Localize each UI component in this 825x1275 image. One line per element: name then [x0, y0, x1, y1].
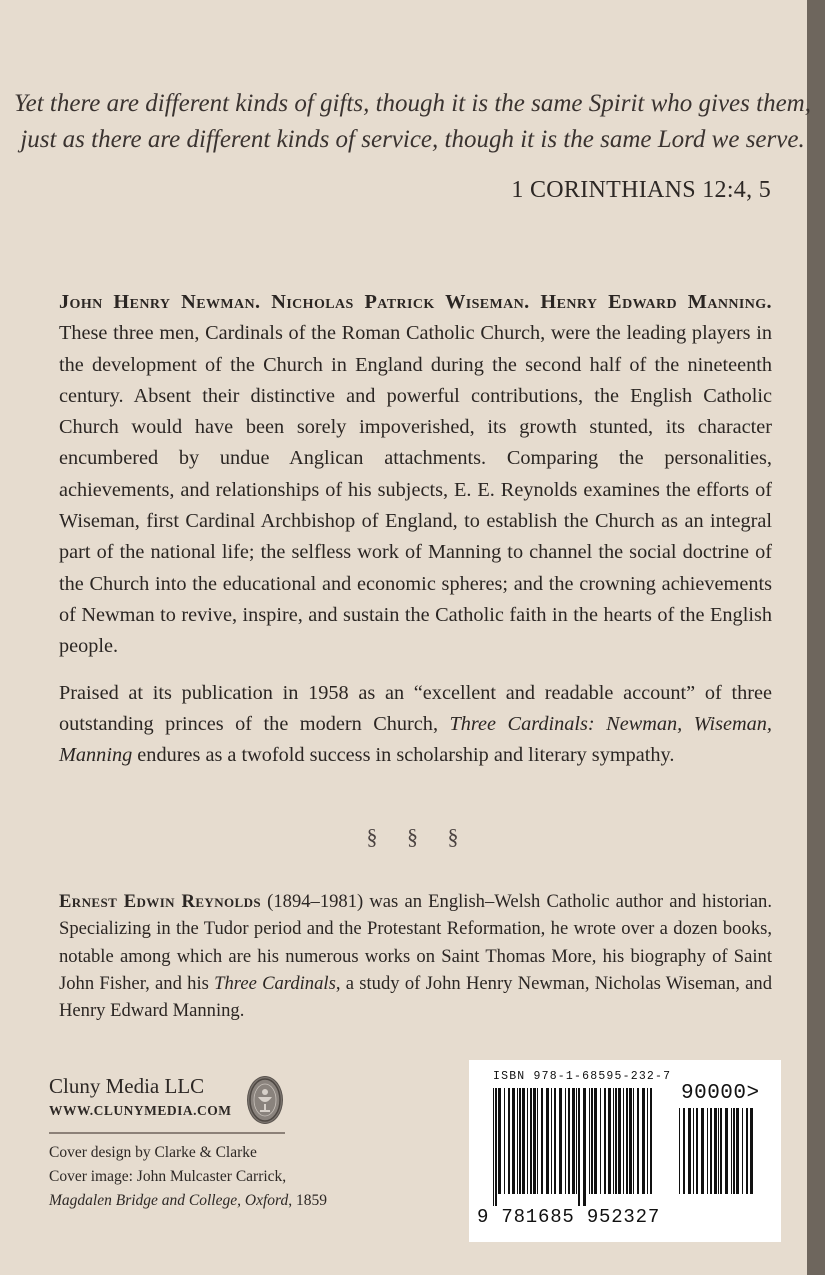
barcode-bar [512, 1088, 515, 1194]
barcode-bar [546, 1088, 549, 1194]
cover-credits [49, 1141, 327, 1213]
isbn-label: ISBN 978-1-68595-232-7 [493, 1070, 672, 1083]
cover-design-credit: Cover design by Clarke & Clarke [49, 1144, 257, 1161]
cover-image-year: , 1859 [288, 1192, 327, 1209]
ornament-2: § [407, 824, 418, 849]
barcode-bar [623, 1088, 624, 1194]
barcode-bar [720, 1108, 722, 1194]
barcode-bar [696, 1108, 698, 1194]
publisher-divider [49, 1132, 285, 1134]
blurb-book-title: Three Cardinals: Newman, Wiseman, Manning [59, 712, 773, 767]
barcode-bar [578, 1088, 580, 1206]
author-bio-paragraph [59, 888, 772, 1024]
blurb-lead-names: John Henry Newman. Nicholas Patrick Wiseman. Henry Edward Manning. [59, 291, 772, 313]
isbn-barcode [469, 1060, 781, 1242]
barcode-digits: 9 781685 952327 [477, 1206, 661, 1228]
chalice-seal-icon [248, 1077, 282, 1123]
barcode-bar [572, 1088, 575, 1194]
barcode-bar [725, 1108, 728, 1194]
barcode-bar [679, 1108, 680, 1194]
epigraph-line-1: Yet there are different kinds of gifts, though it is the same Spirit who gives them, [14, 90, 811, 117]
cover-image-credit-line1: Cover image: John Mulcaster Carrick, [49, 1168, 287, 1185]
barcode-bar [604, 1088, 606, 1194]
barcode-bar [519, 1088, 521, 1194]
barcode-bar [629, 1088, 632, 1194]
blurb-paragraph-1 [59, 287, 772, 663]
barcode-bar [750, 1108, 753, 1194]
barcode-bar [718, 1108, 719, 1194]
barcode-bar [565, 1088, 566, 1194]
barcode-bar [537, 1088, 538, 1194]
epigraph-line-2: just as there are different kinds of service, though it is the same Lord we serve. [20, 126, 805, 153]
barcode-bar [707, 1108, 708, 1194]
publisher-block [49, 1074, 285, 1119]
barcode-bar [733, 1108, 735, 1194]
barcode-bar [498, 1088, 501, 1194]
publisher-name: Cluny Media LLC [49, 1074, 205, 1098]
barcode-bar [554, 1088, 556, 1194]
barcode-bar [710, 1108, 712, 1194]
barcode-bar [600, 1088, 601, 1194]
barcode-bar [701, 1108, 704, 1194]
barcode-bar [493, 1088, 494, 1206]
barcode-bar [583, 1088, 586, 1206]
section-ornaments [0, 824, 825, 850]
author-bio-after: , a study of John Henry Newman, Nicholas Wiseman, and Henry Edward Manning. [59, 972, 773, 1022]
blurb-paragraph-1-text: These three men, Cardinals of the Roman Catholic Church, were the leading players in the development of the Church in England during the second half of the nineteenth century. Absent their distinctive and powerful contributions, the English Catholic Church would have been sorely impoverished, its growth stunted, its character encumbered by undue Anglican attachments. Comparing the personalities, achievements, and relationships of his subjects, E. E. Reynolds examines the efforts of Wiseman, first Cardinal Archbishop of England, to establish the Church as an integral part of the national life; the selfless work of Manning to channel the social doctrine of the Church into the educational and economic spheres; and the crowning achievements of Newman to revive, inspire, and sustain the Catholic faith in the hearts of the English people. [59, 322, 772, 658]
ornament-1: § [366, 824, 378, 849]
ornament-3: § [447, 824, 459, 849]
barcode-bar [642, 1088, 645, 1194]
cover-image-credit-line2 [49, 1189, 327, 1213]
barcode-bar [693, 1108, 694, 1194]
barcode-bar [647, 1088, 648, 1194]
barcode-bar [533, 1088, 536, 1194]
author-bio-title: Three Cardinals [214, 972, 336, 994]
barcode-bar [522, 1088, 525, 1194]
barcode-bar [568, 1088, 570, 1194]
barcode-bar [594, 1088, 597, 1194]
barcode-bar [688, 1108, 691, 1194]
ean-barcode-bars [491, 1088, 661, 1206]
price-code: 90000> [681, 1082, 760, 1105]
barcode-bar [591, 1088, 593, 1194]
blurb-paragraph-2 [59, 678, 772, 772]
blurb-paragraph-2-before: Praised at its publication in 1958 as an “excellent and readable account” of three outstanding princes of the modern Church, [59, 681, 772, 735]
barcode-bar [683, 1108, 685, 1194]
book-blurb [59, 287, 772, 771]
author-bio [59, 888, 772, 1024]
barcode-bar [626, 1088, 628, 1194]
barcode-bar [541, 1088, 543, 1194]
barcode-bar [608, 1088, 611, 1194]
addon-barcode-bars [677, 1108, 761, 1206]
barcode-bar [508, 1088, 510, 1194]
epigraph [0, 86, 825, 158]
barcode-bar [527, 1088, 528, 1194]
barcode-bar [551, 1088, 552, 1194]
barcode-bar [530, 1088, 532, 1194]
barcode-bar [742, 1108, 743, 1194]
cover-image-title: Magdalen Bridge and College, Oxford [49, 1192, 289, 1209]
barcode-bar [517, 1088, 518, 1194]
barcode-bar [615, 1088, 617, 1194]
barcode-bar [495, 1088, 497, 1206]
barcode-bar [736, 1108, 739, 1194]
epigraph-citation: 1 CORINTHIANS 12:4, 5 [511, 177, 771, 203]
author-bio-before: (1894–1981) was an English–Welsh Catholic author and historian. Specializing in the Tudor period and the Protestant Reformation, he wrote over a dozen books, notable among which are his numerous works on Saint Thomas More, his biography of Saint John Fisher, and his [59, 891, 772, 994]
barcode-bar [618, 1088, 621, 1194]
publisher-seal-icon [247, 1076, 283, 1124]
barcode-bar [613, 1088, 614, 1194]
barcode-bar [559, 1088, 562, 1194]
barcode-bar [637, 1088, 639, 1194]
barcode-bar [650, 1088, 652, 1194]
blurb-paragraph-2-after: endures as a twofold success in scholarship and literary sympathy. [132, 744, 675, 767]
barcode-bar [746, 1108, 748, 1194]
barcode-bar [576, 1088, 577, 1194]
barcode-bar [731, 1108, 732, 1194]
spine-edge [807, 0, 825, 1275]
author-name: Ernest Edwin Reynolds [59, 891, 261, 912]
barcode-bar [714, 1108, 717, 1194]
barcode-bar [504, 1088, 505, 1194]
barcode-bar [633, 1088, 634, 1194]
publisher-url: WWW.CLUNYMEDIA.COM [49, 1103, 232, 1118]
barcode-bar [589, 1088, 590, 1194]
